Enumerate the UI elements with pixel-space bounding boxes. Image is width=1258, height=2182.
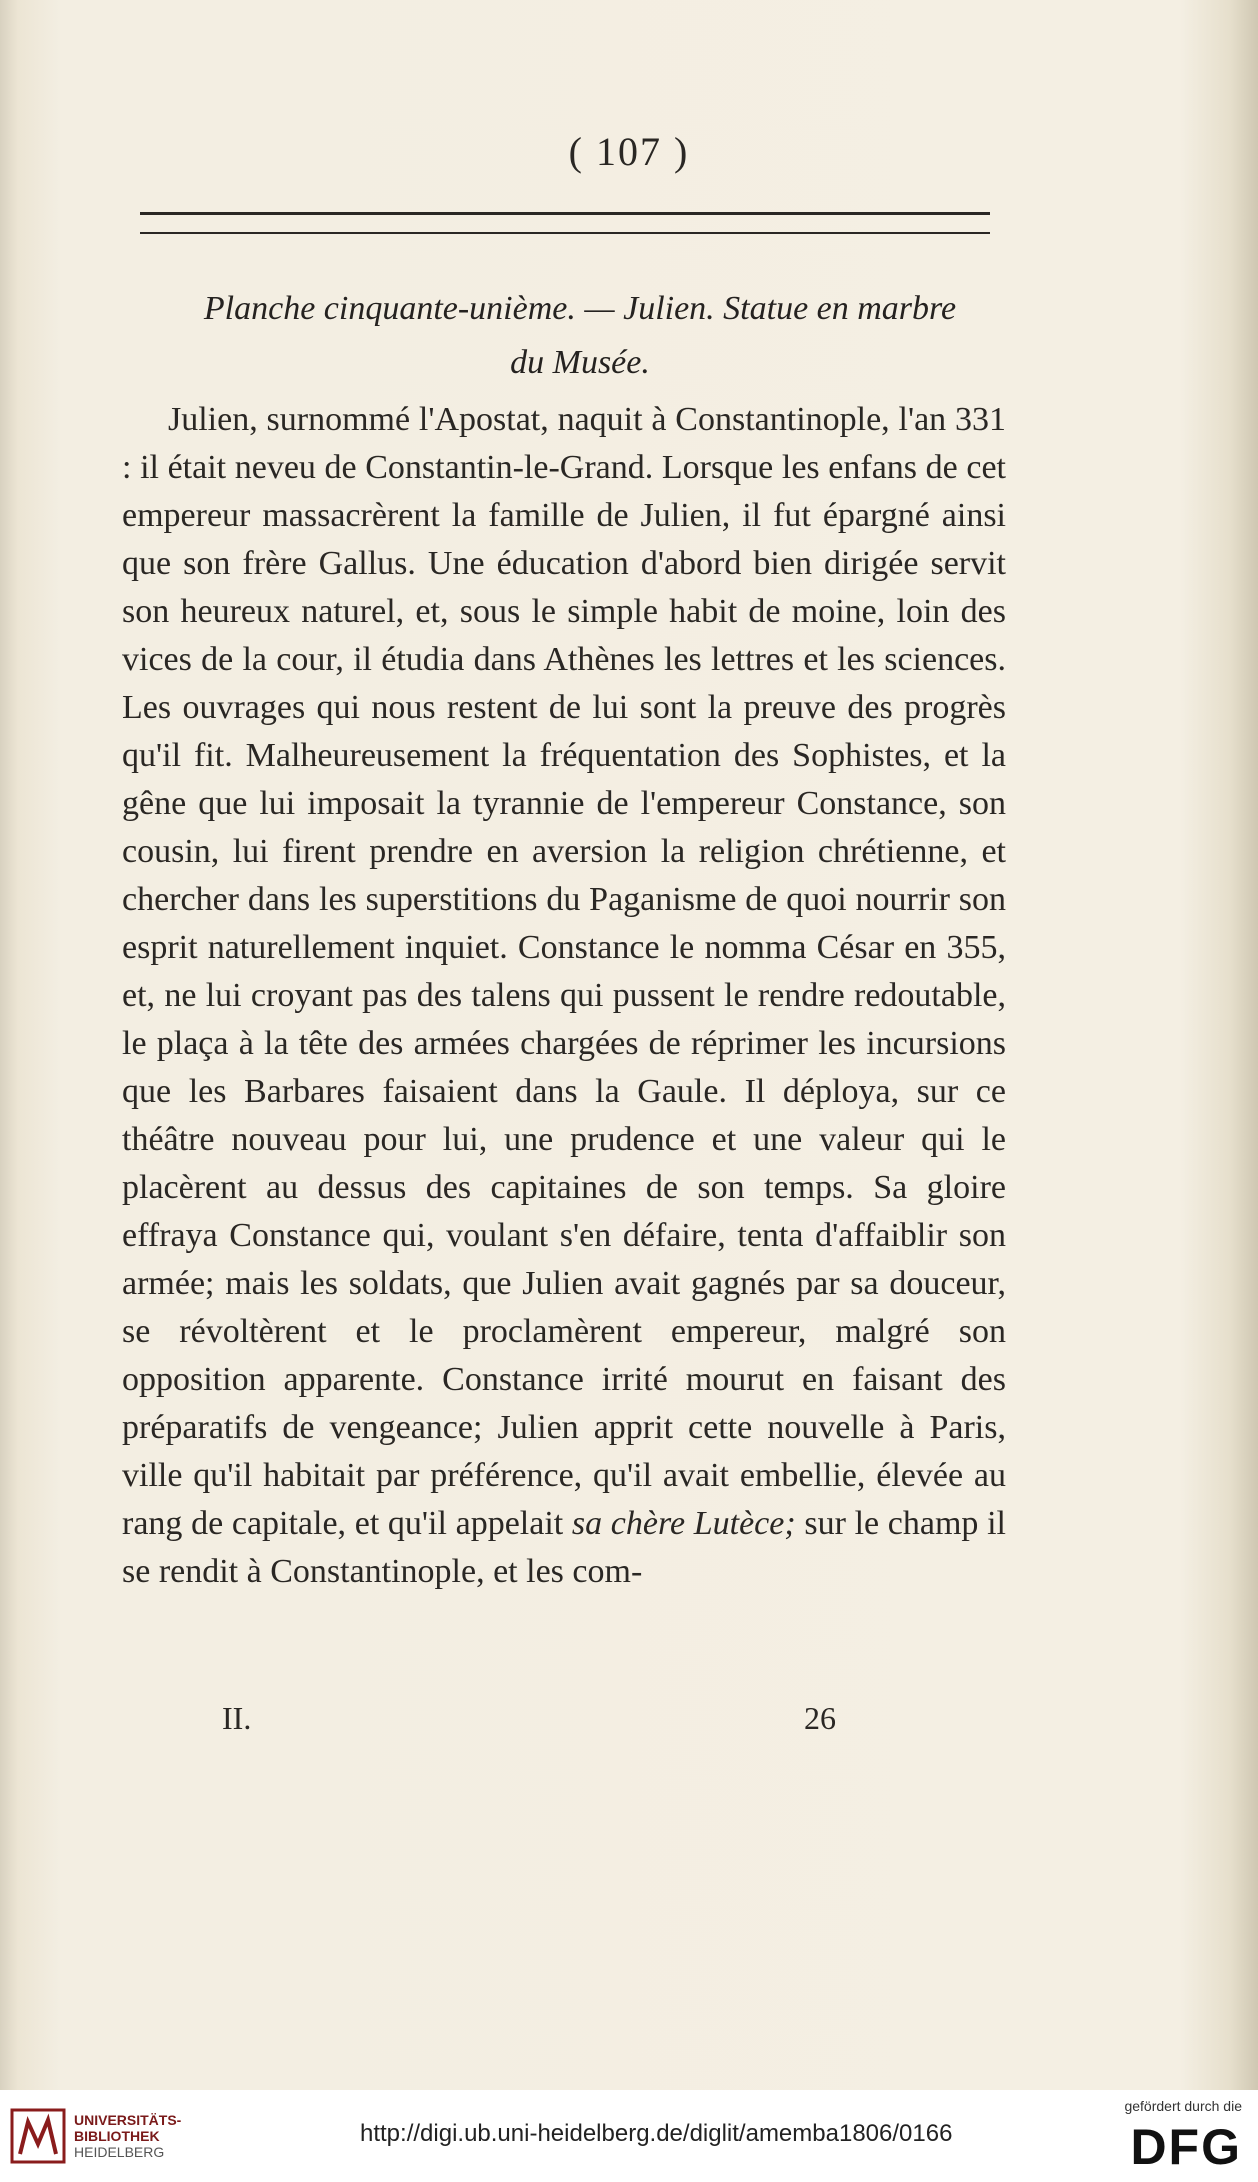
dfg-logo: DFG <box>1130 2119 1242 2175</box>
plate-title-line-1: Planche cinquante-unième. — Julien. Statue en marbre <box>203 290 957 327</box>
library-name-line-1: UNIVERSITÄTS- <box>74 2112 182 2128</box>
viewer-footer <box>0 2090 1258 2182</box>
plate-title-line-2: du Musée. <box>510 344 650 381</box>
permalink-url[interactable]: http://digi.ub.uni-heidelberg.de/diglit/amemba1806/0166 <box>360 2120 953 2147</box>
funding-note: gefördert durch die <box>1124 2098 1242 2114</box>
signature-mark: II. <box>222 1700 252 1736</box>
header-rule-thin <box>140 232 990 234</box>
page-number: ( 107 ) <box>568 129 690 174</box>
header-rule-thick <box>140 212 990 215</box>
body-text-end: sur le champ il se rendit à Constantinople, et les com- <box>122 1505 1006 1590</box>
library-name <box>74 2112 181 2160</box>
body-text-italic: sa chère Lutèce; <box>571 1505 796 1542</box>
library-name-line-3: HEIDELBERG <box>74 2144 165 2160</box>
body-paragraph <box>122 396 1006 1596</box>
body-text-main: Julien, surnommé l'Apostat, naquit à Constantinople, l'an 331 : il était neveu de Constantin-le-Grand. Lorsque les enfans de cet empereur massacrèrent la famille de Julien, il fut épargné ainsi que son frère Gallus. Une éducation d'abord bien dirigée servit son heureux naturel, et, sous le simple habit de moine, loin des vices de la cour, il étudia dans Athènes les lettres et les sciences. Les ouvrages qui nous restent de lui sont la preuve des progrès qu'il fit. Malheureusement la fréquentation des Sophistes, et la gêne que lui imposait la tyrannie de l'empereur Constance, son cousin, lui firent prendre en aversion la religion chrétienne, et chercher dans les superstitions du Paganisme de quoi nourrir son esprit naturellement inquiet. Constance le nomma César en 355, et, ne lui croyant pas des talens qui pussent le rendre redoutable, le plaça à la tête des armées chargées de réprimer les incursions que les Barbares faisaient dans la Gaule. Il déploya, sur ce théâtre nouveau pour lui, une prudence et une valeur qui le placèrent au dessus des capitaines de son temps. Sa gloire effraya Constance qui, voulant s'en défaire, tenta d'affaiblir son armée; mais les soldats, que Julien avait gagnés par sa douceur, se révoltèrent et le proclamèrent empereur, malgré son opposition apparente. Constance irrité mourut en faisant des préparatifs de vengeance; Julien apprit cette nouvelle à Paris, ville qu'il habitait par préférence, qu'il avait embellie, élevée au rang de capitale, et qu'il appelait <box>122 401 1006 1542</box>
library-name-line-2: BIBLIOTHEK <box>74 2128 160 2144</box>
plate-title <box>140 282 1020 390</box>
university-seal-icon <box>10 2108 66 2164</box>
folio-number: 26 <box>804 1700 836 1736</box>
